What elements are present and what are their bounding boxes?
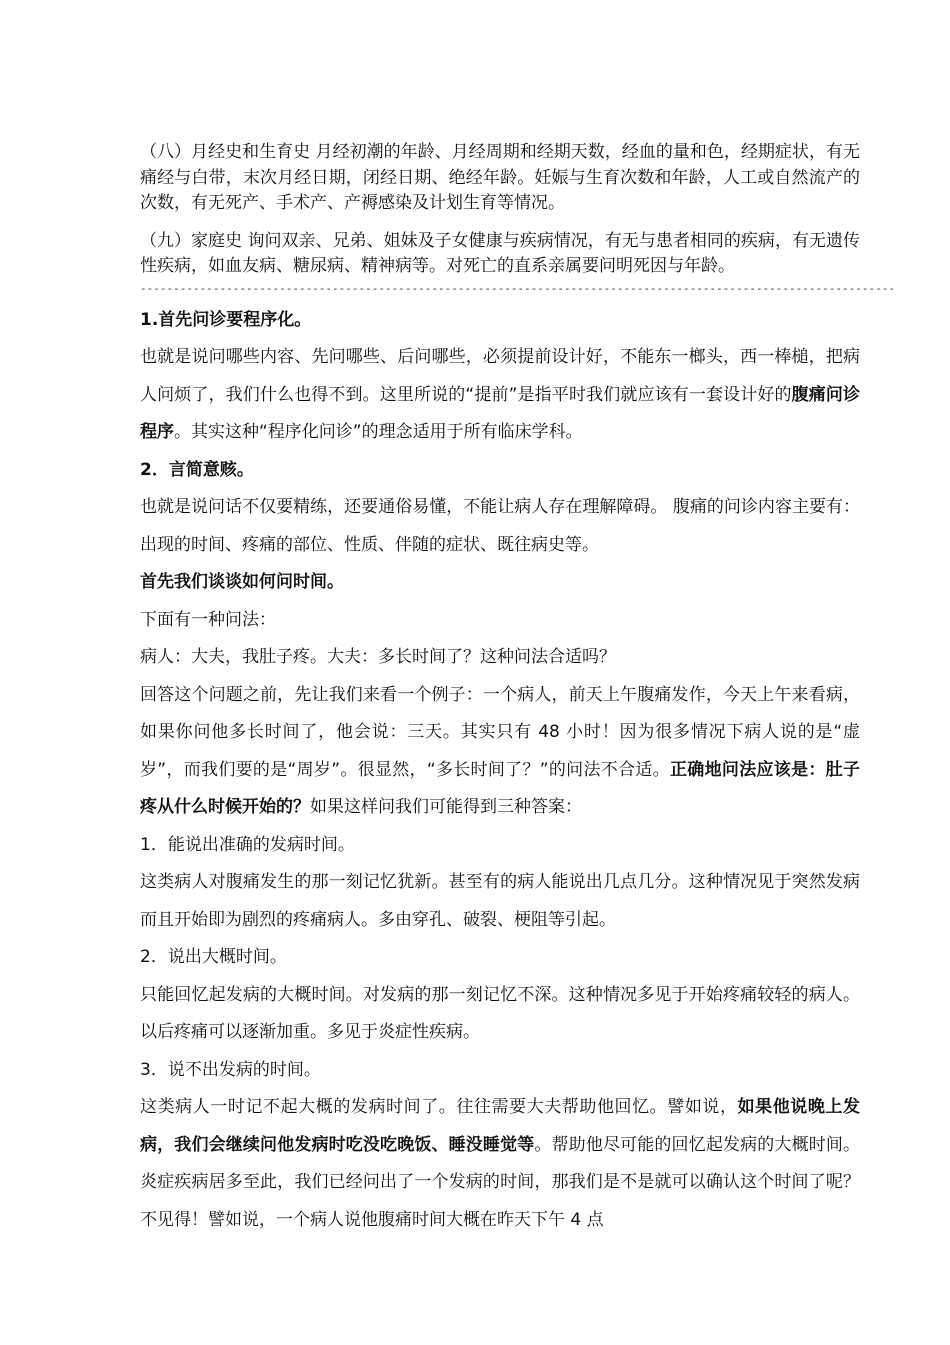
- time-section-paragraph: [140, 677, 860, 827]
- time-section-dialog: 病人：大夫，我肚子疼。大夫：多长时间了？这种问法合适吗？: [140, 647, 616, 667]
- answer-three-text: 这类病人一时记不起大概的发病时间了。往往需要大夫帮助他回忆。譬如说，: [140, 1097, 738, 1117]
- time-section-bold-text: 正确地问法应该是：肚子疼从什么时候开始的？: [140, 759, 860, 817]
- section-eight-paragraph: （八）月经史和生育史 月经初潮的年龄、月经周期和经期天数，经血的量和色，经期症状，有无痛经与白带，末次月经日期，闭经日期、绝经年龄。妊娠与生育次数和年龄，人工或自然流产的次数，有无死产、手术产、产褥感染及计划生育等情况。: [140, 142, 860, 213]
- answer-three-title: 3．说不出发病的时间。: [140, 1059, 321, 1080]
- point-two-block: [140, 452, 860, 565]
- answer-two-text: 只能回忆起发病的大概时间。对发病的那一刻记忆不深。这种情况多见于开始疼痛较轻的病人。以后疼痛可以逐渐加重。多见于炎症性疾病。: [140, 984, 860, 1042]
- answer-three-text-end: 。帮助他尽可能的回忆起发病的大概时间。炎症疾病居多至此，我们已经问出了一个发病的时间，那我们是不是就可以确认这个时间了呢？不见得！譬如说，一个病人说他腹痛时间大概在昨天下午 4 点: [140, 1134, 861, 1230]
- answer-one-text: 这类病人对腹痛发生的那一刻记忆犹新。甚至有的病人能说出几点几分。这种情况见于突然发病而且开始即为剧烈的疼痛病人。多由穿孔、破裂、梗阻等引起。: [140, 872, 860, 930]
- answer-one-title: 1．能说出准确的发病时间。: [140, 834, 355, 855]
- time-section-text: 回答这个问题之前，先让我们来看一个例子：一个病人，前天上午腹痛发作，今天上午来看病，如果你问他多长时间了，他会说：三天。其实只有 48 小时！因为很多情况下病人说的是“虚岁”，而我们要的是“周岁”。很显然，“多长时间了？”的问法不合适。: [140, 684, 860, 780]
- point-one-block: [140, 302, 860, 452]
- point-one-bold-text: 腹痛问诊程序: [140, 384, 860, 442]
- answer-three-bold-text: 如果他说晚上发病，我们会继续问他发病时吃没吃晚饭、睡没睡觉等: [140, 1097, 861, 1155]
- point-two-heading: 2．言简意赅。: [140, 459, 254, 480]
- time-section-text-end: 如果这样问我们可能得到三种答案：: [310, 797, 582, 817]
- time-section-block: [140, 564, 860, 1239]
- document-page: [140, 140, 895, 1239]
- point-one-paragraph: [140, 339, 860, 452]
- time-section-intro: 下面有一种问法：: [140, 609, 276, 630]
- answer-three-paragraph: [140, 1089, 860, 1239]
- dashed-divider: ------------------------------------------------------------------------------------------------------------------: [140, 281, 895, 295]
- point-one-text-end: 。其实这种“程序化问诊”的理念适用于所有临床学科。: [174, 422, 583, 442]
- answer-two-title: 2．说出大概时间。: [140, 947, 287, 967]
- section-nine-paragraph: （九）家庭史 询问双亲、兄弟、姐妹及子女健康与疾病情况，有无与患者相同的疾病，有无遗传性疾病，如血友病、糖尿病、精神病等。对死亡的直系亲属要问明死因与年龄。: [140, 230, 860, 276]
- point-one-heading: 1.首先问诊要程序化。: [140, 309, 312, 330]
- point-one-text: 也就是说问哪些内容、先问哪些、后问哪些，必须提前设计好，不能东一榔头，西一棒槌，把病人问烦了，我们什么也得不到。这里所说的“提前”是指平时我们就应该有一套设计好的: [140, 347, 860, 405]
- time-section-heading: 首先我们谈谈如何问时间。: [140, 572, 344, 592]
- point-two-paragraph: 也就是说问话不仅要精练，还要通俗易懂，不能让病人存在理解障碍。 腹痛的问诊内容主要有：出现的时间、疼痛的部位、性质、伴随的症状、既往病史等。: [140, 497, 860, 555]
